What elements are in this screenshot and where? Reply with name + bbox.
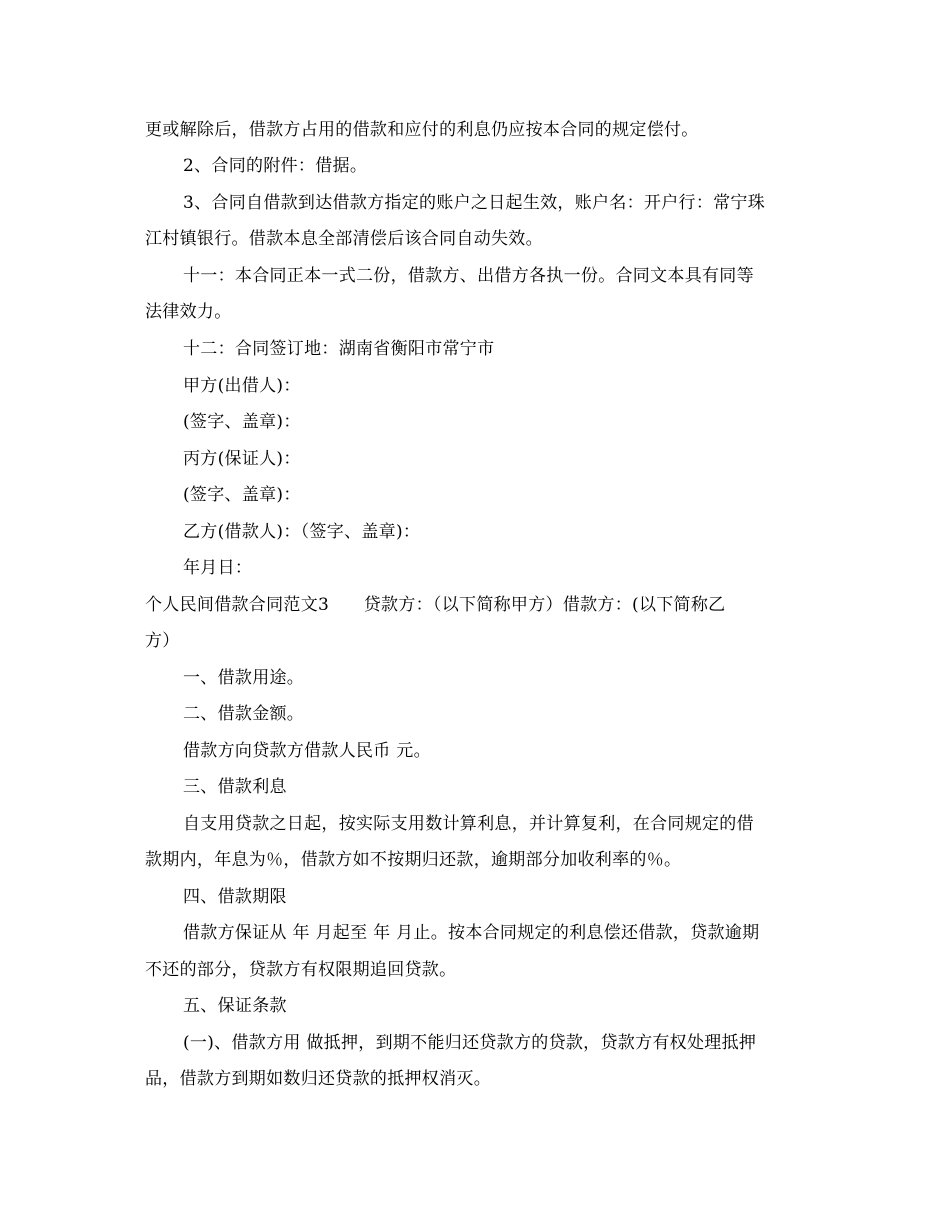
text-line: 丙方(保证人)： <box>183 449 301 469</box>
text-line: 四、借款期限 <box>183 887 287 907</box>
text-line: 2、合同的附件：借据。 <box>183 156 368 176</box>
text-line: 甲方(出借人)： <box>183 376 301 396</box>
text-line: 自支用贷款之日起，按实际支用数计算利息，并计算复利，在合同规定的借 <box>183 814 754 834</box>
text-line: 更或解除后，借款方占用的借款和应付的利息仍应按本合同的规定偿付。 <box>145 120 699 140</box>
text-line: 二、借款金额。 <box>183 704 305 724</box>
text-line: 不还的部分，贷款方有权限期追回贷款。 <box>145 960 457 980</box>
text-line: 江村镇银行。借款本息全部清偿后该合同自动失效。 <box>145 229 543 249</box>
text-line: 十一：本合同正本一式二份，借款方、出借方各执一份。合同文本具有同等 <box>183 266 754 286</box>
text-line: 款期内，年息为％，借款方如不按期归还款，逾期部分加收利率的％。 <box>145 850 682 870</box>
text-line: 十二：合同签订地：湖南省衡阳市常宁市 <box>183 339 495 359</box>
text-line: 借款方保证从 年 月起至 年 月止。按本合同规定的利息偿还借款，贷款逾期 <box>183 923 760 943</box>
text-line: (签字、盖章)： <box>183 412 301 432</box>
text-line: (签字、盖章)： <box>183 485 301 505</box>
text-line: 乙方(借款人)：（签字、盖章)： <box>183 522 421 542</box>
text-line: 借款方向贷款方借款人民币 元。 <box>183 741 431 761</box>
text-line: 三、借款利息 <box>183 777 287 797</box>
text-line: 方） <box>145 631 180 651</box>
text-line: 品，借款方到期如数归还贷款的抵押权消灭。 <box>145 1069 491 1089</box>
text-line: 法律效力。 <box>145 302 232 322</box>
text-line: 年月日： <box>183 558 253 578</box>
text-line: 3、合同自借款到达借款方指定的账户之日起生效，账户名：开户行：常宁珠 <box>183 193 766 213</box>
text-line: 五、保证条款 <box>183 996 287 1016</box>
text-line: 一、借款用途。 <box>183 668 305 688</box>
text-line: (一)、借款方用 做抵押，到期不能归还贷款方的贷款，贷款方有权处理抵押 <box>183 1033 757 1053</box>
text-line: 个人民间借款合同范文3 贷款方：（以下简称甲方）借款方：(以下简称乙 <box>145 595 726 615</box>
